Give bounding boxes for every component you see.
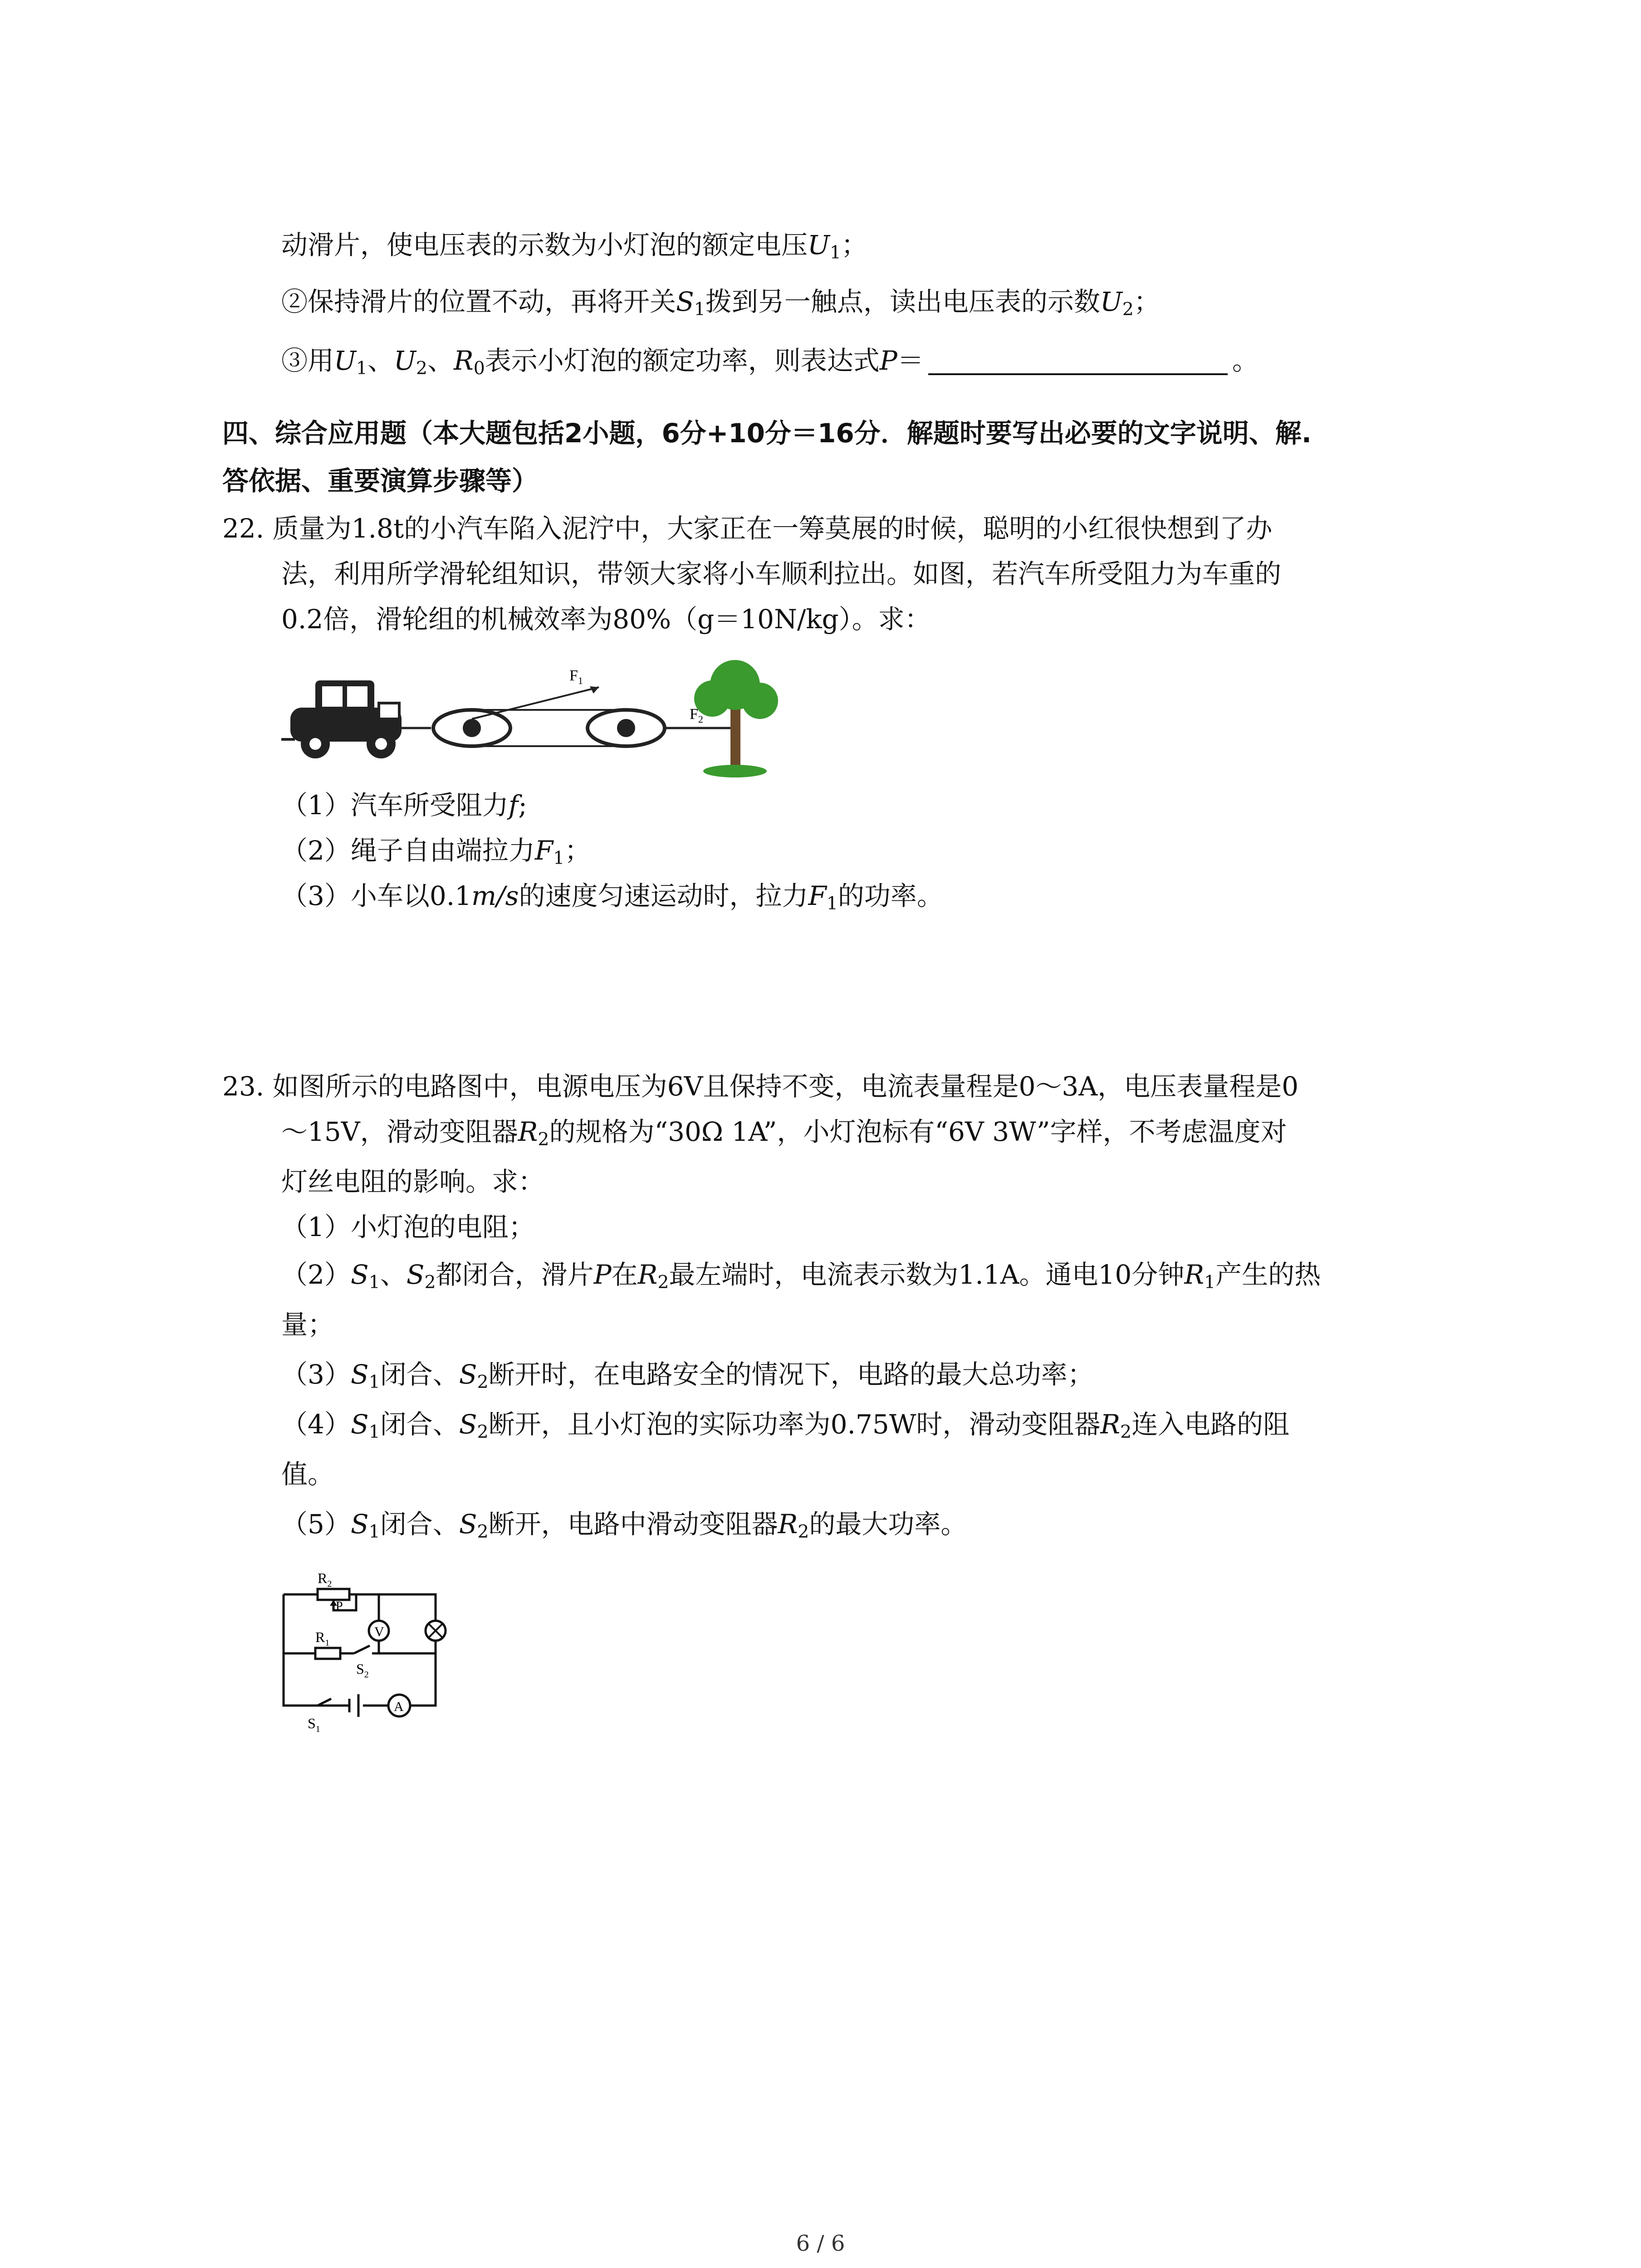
text: ②保持滑片的位置不动，再将开关 (281, 286, 676, 317)
text: 拨到另一触点，读出电压表的示数 (705, 286, 1100, 317)
var-s1: S (350, 1359, 369, 1390)
text: 断开，电路中滑动变阻器 (488, 1509, 778, 1540)
sub: 1 (368, 1371, 380, 1393)
pulley-figure (281, 660, 789, 778)
s2-label: $S_2$ (356, 1661, 369, 1680)
var-s2: S (406, 1259, 425, 1290)
sub: 1 (368, 1521, 380, 1542)
text: 的规格为“30Ω 1A”，小灯泡标有“6V 3W”字样，不考虑温度对 (549, 1116, 1287, 1147)
var-u: U (1100, 286, 1122, 317)
f1-arrow (472, 687, 599, 719)
s1-label: $S_1$ (308, 1715, 320, 1734)
sub: 2 (798, 1521, 809, 1542)
text: 产生的热 (1215, 1259, 1321, 1290)
p-label: P (336, 1599, 343, 1613)
var-s2: S (459, 1359, 477, 1390)
text: 动滑片，使电压表的示数为小灯泡的额定电压 (281, 230, 808, 260)
text: 、 (367, 345, 394, 376)
f2-label: $F_2$ (690, 706, 703, 725)
car-icon (281, 680, 402, 758)
var-s1: S (350, 1409, 369, 1440)
q23-sub-1: （1）小灯泡的电阻； (281, 1212, 535, 1242)
text: 的功率。 (838, 880, 943, 911)
var-r2: R (778, 1509, 798, 1540)
sub: 2 (477, 1371, 489, 1393)
sub: 1 (1204, 1271, 1216, 1293)
sub: 2 (538, 1129, 549, 1150)
var-s1: S (350, 1259, 369, 1290)
text: ～15V，滑动变阻器 (281, 1116, 518, 1147)
text: （3） (281, 1359, 351, 1390)
q22-line-2: 法，利用所学滑轮组知识，带领大家将小车顺利拉出。如图，若汽车所受阻力为车重的 (281, 558, 1282, 589)
text: （4） (281, 1409, 351, 1440)
sub: 1 (368, 1271, 380, 1293)
continuation-line-1 (281, 227, 867, 263)
text: 、 (380, 1259, 407, 1290)
page-number: 6 / 6 (796, 2231, 845, 2256)
q23-sub-2 (281, 1256, 1321, 1293)
text: 在 (611, 1259, 638, 1290)
voltmeter-label: V (374, 1624, 384, 1639)
text: 断开时，在电路安全的情况下，电路的最大总功率； (488, 1359, 1094, 1390)
var-s2: S (459, 1509, 477, 1540)
q23-line-2 (281, 1114, 1287, 1150)
var-f: f (508, 790, 519, 821)
sub: 1 (829, 242, 841, 263)
var-u2: U (394, 345, 416, 376)
text: 。 (1232, 345, 1259, 376)
sub: 2 (477, 1421, 489, 1442)
var-u1: U (334, 345, 356, 376)
q23-sub-4 (281, 1406, 1289, 1442)
text: 表示小灯泡的额定功率，则表达式 (485, 345, 880, 376)
sub: 1 (553, 847, 565, 869)
step-2 (281, 284, 1160, 320)
text: 最左端时，电流表示数为1.1A。通电10分钟 (669, 1259, 1185, 1290)
text: ＝ (897, 345, 924, 376)
sub: 2 (1122, 298, 1134, 320)
text: ； (564, 835, 591, 866)
var-r2: R (1100, 1409, 1121, 1440)
sub: 1 (826, 893, 838, 914)
q23-sub-3 (281, 1356, 1094, 1393)
var-f1: F (534, 835, 554, 866)
sub: 2 (1120, 1421, 1132, 1442)
lamp-icon (426, 1621, 446, 1641)
q23-sub-4-cont: 值。 (281, 1459, 334, 1490)
unit: m/s (471, 880, 519, 911)
q22-sub-3 (281, 878, 943, 914)
ammeter-label: A (394, 1699, 404, 1714)
text: （3）小车以0.1 (281, 880, 472, 911)
q22-sub-2 (281, 832, 591, 869)
section-heading-line-2: 答依据、重要演算步骤等） (222, 465, 539, 496)
var-p: P (593, 1259, 612, 1290)
q23-line-3: 灯丝电阻的影响。求： (281, 1166, 545, 1197)
var-f1: F (808, 880, 827, 911)
sub: 2 (657, 1271, 669, 1293)
text: 、 (427, 345, 454, 376)
section-heading-line-1: 四、综合应用题（本大题包括2小题，6分+10分＝16分．解题时要写出必要的文字说明、解. (222, 418, 1312, 449)
text: （2）绳子自由端拉力 (281, 835, 535, 866)
text: ； (1133, 286, 1160, 317)
var-r2: R (637, 1259, 658, 1290)
var-s1: S (350, 1509, 369, 1540)
q22-line-1: 22. 质量为1.8t的小汽车陷入泥泞中，大家正在一筹莫展的时候，聪明的小红很快想到了办 (222, 513, 1273, 544)
text: （2） (281, 1259, 351, 1290)
var-s2: S (459, 1409, 477, 1440)
text: （5） (281, 1509, 351, 1540)
sub: 0 (473, 357, 485, 379)
f1-label: $F_1$ (569, 667, 583, 686)
answer-blank[interactable] (928, 345, 1228, 375)
q23-sub-5 (281, 1506, 967, 1542)
text: 连入电路的阻 (1132, 1409, 1290, 1440)
sub: 1 (368, 1421, 380, 1442)
text: 的速度匀速运动时，拉力 (519, 880, 808, 911)
text: 闭合、 (380, 1359, 459, 1390)
q22-sub-1 (281, 787, 527, 823)
text: 闭合、 (380, 1409, 459, 1440)
var-s: S (676, 286, 694, 317)
text: （1）汽车所受阻力 (281, 790, 509, 821)
pulley-1-icon (433, 710, 510, 746)
tree-icon (694, 660, 778, 777)
pulley-2-icon (588, 710, 665, 746)
text: 闭合、 (380, 1509, 459, 1540)
var-p: P (879, 345, 897, 376)
var-r2: R (518, 1116, 538, 1147)
step-3 (281, 342, 1259, 379)
text: ③用 (281, 345, 334, 376)
sub: 2 (477, 1521, 489, 1542)
q23-sub-2-cont: 量； (281, 1309, 334, 1340)
q22-line-3: 0.2倍，滑轮组的机械效率为80%（g＝10N/kg）。求： (281, 604, 931, 635)
text: 都闭合，滑片 (436, 1259, 594, 1290)
sub: 2 (416, 357, 427, 379)
text: 的最大功率。 (809, 1509, 967, 1540)
q23-line-1: 23. 如图所示的电路图中，电源电压为6V且保持不变，电流表量程是0～3A，电压表量程是0 (222, 1071, 1299, 1102)
text: 断开，且小灯泡的实际功率为0.75W时，滑动变阻器 (488, 1409, 1101, 1440)
text: ； (841, 230, 868, 260)
sub: 2 (424, 1271, 436, 1293)
sub: 1 (694, 298, 705, 320)
var-r1: R (1184, 1259, 1205, 1290)
text: ; (518, 790, 527, 821)
r1-label: $R_1$ (315, 1629, 330, 1648)
sub: 1 (356, 357, 367, 379)
var-r0: R (454, 345, 474, 376)
r2-label: $R_2$ (318, 1570, 332, 1589)
circuit-diagram (272, 1569, 463, 1737)
var-u: U (808, 230, 830, 260)
